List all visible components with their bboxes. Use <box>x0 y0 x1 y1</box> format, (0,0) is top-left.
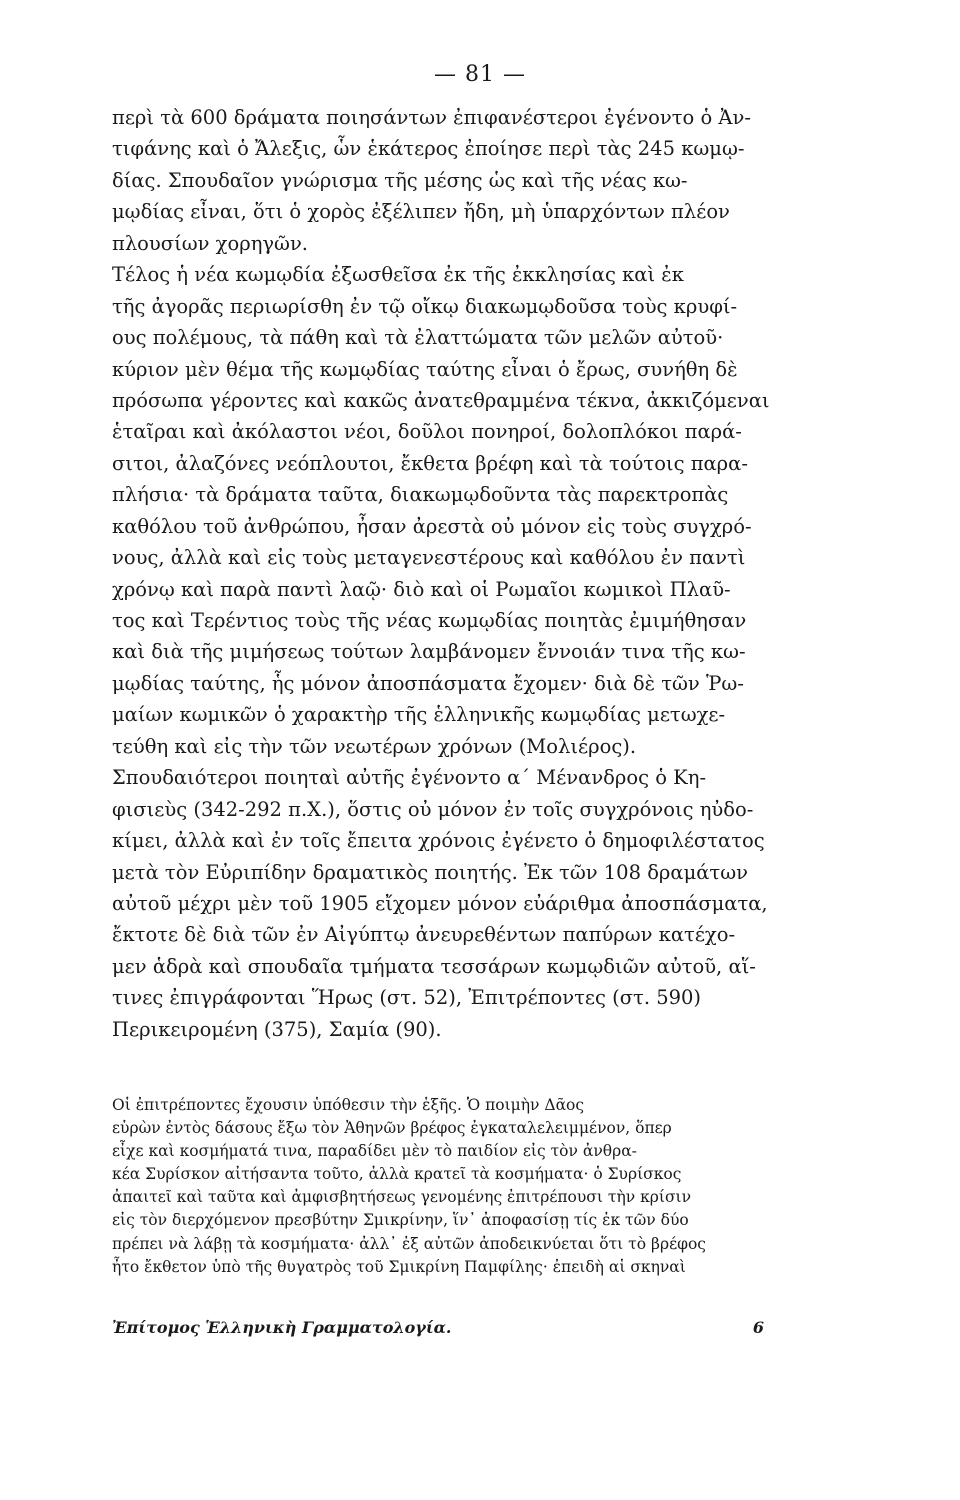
page-number: — 81 — <box>434 62 526 87</box>
footnote <box>112 1094 824 1279</box>
text-line: μῳδίας εἶναι, ὅτι ὁ χορὸς ἐξέλιπεν ἤδη, μὴ ὑπαρχόντων πλέον <box>112 200 730 224</box>
text-line: περὶ τὰ 600 δράματα ποιησάντων ἐπιφανέστεροι ἐγένοντο ὁ Ἀν- <box>112 106 751 129</box>
text-line: τινες ἐπιγράφονται Ἥρως (στ. 52), Ἐπιτρέποντες (στ. 590) <box>112 986 702 1010</box>
text-line: χρόνῳ καὶ παρὰ παντὶ λαῷ· διὸ καὶ οἱ Ρωμαῖοι κωμικοὶ Πλαῦ- <box>112 577 731 601</box>
text-line: τῆς ἀγορᾶς περιωρίσθη ἐν τῷ οἴκῳ διακωμῳδοῦσα τοὺς κρυφί- <box>112 294 738 318</box>
text-line: σιτοι, ἀλαζόνες νεόπλουτοι, ἔκθετα βρέφη καὶ τὰ τούτοις παρα- <box>112 451 748 475</box>
text-line: μῳδίας ταύτης, ἧς μόνον ἀποσπάσματα ἔχομεν· διὰ δὲ τῶν Ῥω- <box>112 671 744 695</box>
text-line: πλουσίων χορηγῶν. <box>112 231 308 255</box>
footnote-line: πρέπει νὰ λάβῃ τὰ κοσμήματα· ἀλλ᾽ ἐξ αὐτῶν ἀποδεικνύεται ὅτι τὸ βρέφος <box>112 1234 706 1253</box>
text-line: ἑταῖραι καὶ ἀκόλαστοι νέοι, δοῦλοι πονηροί, δολοπλόκοι παρά- <box>112 420 742 444</box>
text-line: καθόλου τοῦ ἀνθρώπου, ἦσαν ἀρεστὰ οὐ μόνον εἰς τοὺς συγχρό- <box>112 514 752 538</box>
text-line: αὐτοῦ μέχρι μὲν τοῦ 1905 εἴχομεν μόνον εὐάριθμα ἀποσπάσματα, <box>112 891 768 915</box>
text-line: Σπουδαιότεροι ποιηταὶ αὐτῆς ἐγένοντο α´ Μένανδρος ὁ Κη- <box>112 766 707 790</box>
text-line: τιφάνης καὶ ὁ Ἄλεξις, ὧν ἑκάτερος ἐποίησε περὶ τὰς 245 κωμῳ- <box>112 137 745 161</box>
footnote-line: ἦτο ἔκθετον ὑπὸ τῆς θυγατρὸς τοῦ Σμικρίνη Παμφίλης· ἐπειδὴ αἱ σκηναὶ <box>112 1257 686 1276</box>
text-line: νους, ἀλλὰ καὶ εἰς τοὺς μεταγενεστέρους καὶ καθόλου ἐν παντὶ <box>112 546 746 570</box>
text-line: μεν ἁδρὰ καὶ σπουδαῖα τμήματα τεσσάρων κωμῳδιῶν αὐτοῦ, αἵ- <box>112 954 756 978</box>
footnote-line: Οἱ ἐπιτρέποντες ἔχουσιν ὑπόθεσιν τὴν ἑξῆς. Ὁ ποιμὴν Δᾶος <box>112 1096 585 1114</box>
text-line: κίμει, ἀλλὰ καὶ ἐν τοῖς ἔπειτα χρόνοις ἐγένετο ὁ δημοφιλέστατος <box>112 829 765 853</box>
footer-title: Ἐπίτομος Ἑλληνικὴ Γραμματολογία. <box>112 1318 452 1337</box>
text-line: κύριον μὲν θέμα τῆς κωμῳδίας ταύτης εἶναι ὁ ἔρως, συνήθη δὲ <box>112 357 738 381</box>
text-line: τος καὶ Τερέντιος τοὺς τῆς νέας κωμῳδίας ποιητὰς ἐμιμήθησαν <box>112 609 747 632</box>
signature-mark: 6 <box>752 1318 764 1337</box>
footnote-line: ἀπαιτεῖ καὶ ταῦτα καὶ ἀμφισβητήσεως γενομένης ἐπιτρέπουσι τὴν κρίσιν <box>112 1188 692 1207</box>
text-line: καὶ διὰ τῆς μιμήσεως τούτων λαμβάνομεν ἔννοιάν τινα τῆς κω- <box>112 640 746 664</box>
text-line: Τέλος ἡ νέα κωμῳδία ἐξωσθεῖσα ἐκ τῆς ἐκκλησίας καὶ ἐκ <box>112 263 684 287</box>
text-line: φισιεὺς (342-292 π.Χ.), ὅστις οὐ μόνον ἐν τοῖς συγχρόνοις ηὐδο- <box>112 797 754 821</box>
footnote-line: κέα Συρίσκον αἰτήσαντα τοῦτο, ἀλλὰ κρατεῖ τὰ κοσμήματα· ὁ Συρίσκος <box>112 1165 682 1184</box>
footnote-line: εὑρὼν ἐντὸς δάσους ἔξω τὸν Ἀθηνῶν βρέφος ἐγκαταλελειμμένον, ὅπερ <box>112 1119 672 1138</box>
text-line: ἔκτοτε δὲ διὰ τῶν ἐν Αἰγύπτῳ ἀνευρεθέντων παπύρων κατέχο- <box>112 923 736 947</box>
text-line: μετὰ τὸν Εὐριπίδην δραματικὸς ποιητής. Ἐκ τῶν 108 δραμάτων <box>112 860 748 884</box>
page-footer <box>112 1318 824 1337</box>
footnote-line: εἶχε καὶ κοσμήματά τινα, παραδίδει μὲν τὸ παιδίον εἰς τὸν ἀνθρα- <box>112 1142 637 1161</box>
text-line: μαίων κωμικῶν ὁ χαρακτὴρ τῆς ἑλληνικῆς κωμῳδίας μετωχε- <box>112 703 726 727</box>
text-line: ους πολέμους, τὰ πάθη καὶ τὰ ἐλαττώματα τῶν μελῶν αὐτοῦ· <box>112 326 724 350</box>
text-line: Περικειρομένη (375), Σαμία (90). <box>112 1017 442 1041</box>
main-text <box>112 102 824 1045</box>
text-line: δίας. Σπουδαῖον γνώρισμα τῆς μέσης ὡς καὶ τῆς νέας κω- <box>112 168 688 192</box>
text-line: πλήσια· τὰ δράματα ταῦτα, διακωμῳδοῦντα τὰς παρεκτροπὰς <box>112 483 729 507</box>
footnote-line: εἰς τὸν διερχόμενον πρεσβύτην Σμικρίνην, ἵν᾽ ἀποφασίσῃ τίς ἐκ τῶν δύο <box>112 1211 689 1230</box>
text-line: τεύθη καὶ εἰς τὴν τῶν νεωτέρων χρόνων (Μολιέρος). <box>112 734 637 758</box>
text-line: πρόσωπα γέροντες καὶ κακῶς ἀνατεθραμμένα τέκνα, ἀκκιζόμεναι <box>112 388 770 412</box>
